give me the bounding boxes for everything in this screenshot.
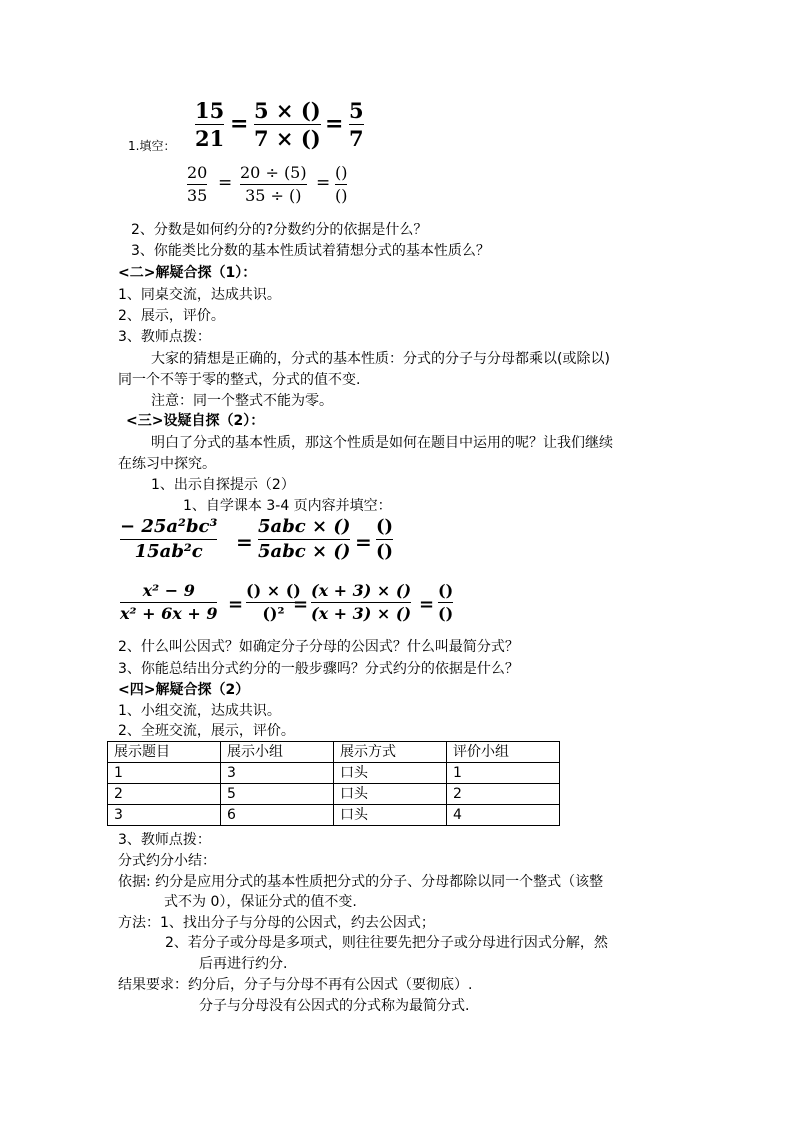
fraction: 5 7: [349, 98, 364, 152]
question-steps: 3、你能总结出分式约分的一般步骤吗？分式约分的依据是什么？: [118, 661, 519, 677]
teacher-guidance: 3、教师点拨：: [118, 832, 211, 848]
table-header-cell: 展示方式: [334, 742, 447, 763]
hint-subtext: 1、自学课本 3-4 页内容并填空：: [183, 498, 392, 514]
question-2: 2、分数是如何约分的?分数约分的依据是什么？: [131, 222, 428, 238]
result-text: 结果要求：约分后，分子与分母不再有公因式（要彻底）.: [118, 977, 473, 993]
paragraph: 在练习中探究。: [118, 456, 216, 472]
property-text: 大家的猜想是正确的，分式的基本性质：分式的分子与分母都乘以(或除以): [151, 351, 610, 367]
property-text: 同一个不等于零的整式，分式的值不变.: [118, 372, 361, 388]
table-header-cell: 评价小组: [447, 742, 560, 763]
table-row: [108, 805, 560, 826]
table-cell: 2: [447, 784, 560, 805]
fraction: 20 35: [187, 163, 208, 205]
fraction: 5 × () 7 × (): [254, 98, 321, 152]
table-cell: 口头: [334, 784, 447, 805]
table-cell: 1: [447, 763, 560, 784]
table-cell: 2: [108, 784, 221, 805]
fraction: 5abc × () 5abc × (): [258, 516, 351, 562]
table-header-cell: 展示小组: [221, 742, 334, 763]
section-4-title: <四>解疑合探（2）: [118, 682, 250, 698]
table-cell: 4: [447, 805, 560, 826]
result-text: 分子与分母没有公因式的分式称为最简分式.: [199, 998, 470, 1014]
question-gcf: 2、什么叫公因式？如确定分子分母的公因式？什么叫最简分式？: [118, 639, 519, 655]
section-3-title: <三>设疑自探（2）：: [126, 413, 265, 429]
fill-label: 1.填空：: [128, 139, 176, 153]
question-3: 3、你能类比分数的基本性质试着猜想分式的基本性质么？: [131, 243, 490, 259]
basis-text: 式不为 0），保证分式的值不变.: [164, 894, 357, 910]
table-cell: 3: [221, 763, 334, 784]
fraction: 15 21: [195, 98, 225, 152]
fraction: () (): [376, 516, 394, 562]
method-text: 方法：1、找出分子与分母的公因式，约去公因式；: [118, 915, 435, 931]
table-row: [108, 763, 560, 784]
section-2-item: 3、教师点拨：: [118, 329, 211, 345]
table-row: [108, 784, 560, 805]
fraction: () (): [335, 163, 348, 205]
note-text: 注意：同一个整式不能为零。: [151, 393, 333, 409]
table-header-cell: 展示题目: [108, 742, 221, 763]
section-2-item: 2、展示，评价。: [118, 308, 225, 324]
table-cell: 5: [221, 784, 334, 805]
basis-text: 依据: 约分是应用分式的基本性质把分式的分子、分母都除以同一个整式（该整: [118, 874, 604, 890]
summary-title: 分式约分小结：: [118, 853, 216, 869]
section-2-title: <二>解疑合探（1）：: [118, 265, 257, 281]
method-text: 2、若分子或分母是多项式，则往往要先把分子或分母进行因式分解，然: [165, 935, 608, 951]
section-4-item: 2、全班交流，展示，评价。: [118, 723, 295, 739]
paragraph: 明白了分式的基本性质，那这个性质是如何在题目中运用的呢？让我们继续: [151, 435, 613, 451]
table-cell: 1: [108, 763, 221, 784]
fraction: (x + 3) × () (x + 3) × (): [311, 581, 412, 623]
hint-text: 1、出示自探提示（2）: [151, 477, 295, 493]
section-4-item: 1、小组交流，达成共识。: [118, 703, 281, 719]
fraction: − 25a²bc³ 15ab²c: [120, 516, 218, 562]
table-header-row: [108, 742, 560, 763]
fraction: 20 ÷ (5) 35 ÷ (): [240, 163, 307, 205]
fraction: () × () ()²: [246, 581, 301, 623]
table-cell: 6: [221, 805, 334, 826]
table-cell: 3: [108, 805, 221, 826]
fraction: () (): [438, 581, 454, 623]
table-cell: 口头: [334, 763, 447, 784]
presentation-table: [107, 741, 560, 826]
method-text: 后再进行约分.: [199, 956, 288, 972]
section-2-item: 1、同桌交流，达成共识。: [118, 287, 281, 303]
fraction: x² − 9 x² + 6x + 9: [120, 581, 218, 623]
table-cell: 口头: [334, 805, 447, 826]
